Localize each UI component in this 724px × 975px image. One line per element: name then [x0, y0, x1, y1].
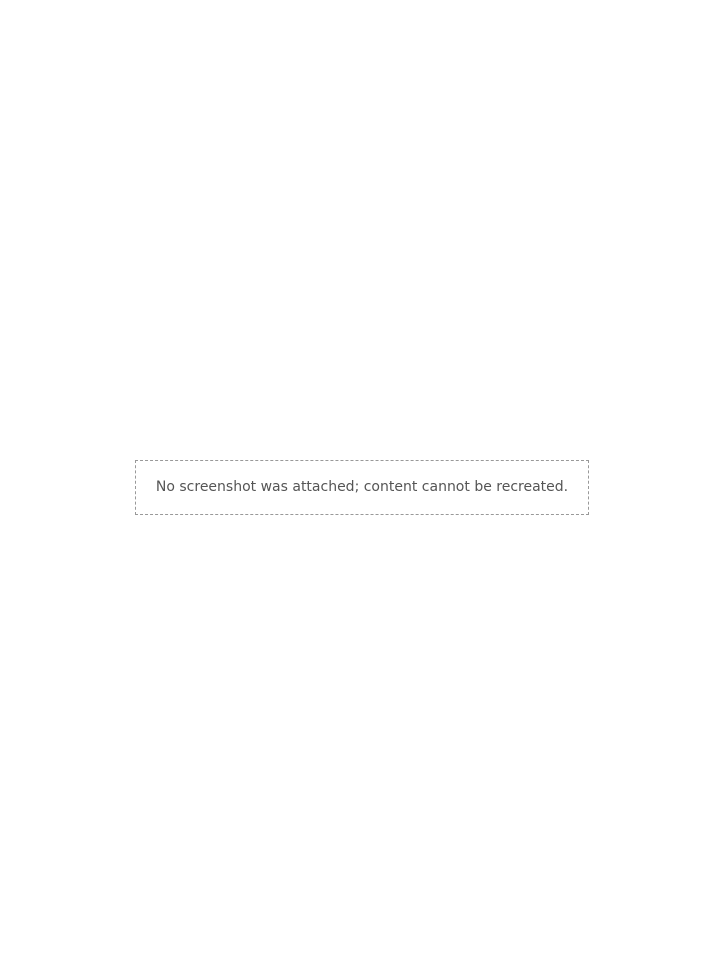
- missing-image-notice: No screenshot was attached; content cannot be recreated.: [135, 460, 589, 515]
